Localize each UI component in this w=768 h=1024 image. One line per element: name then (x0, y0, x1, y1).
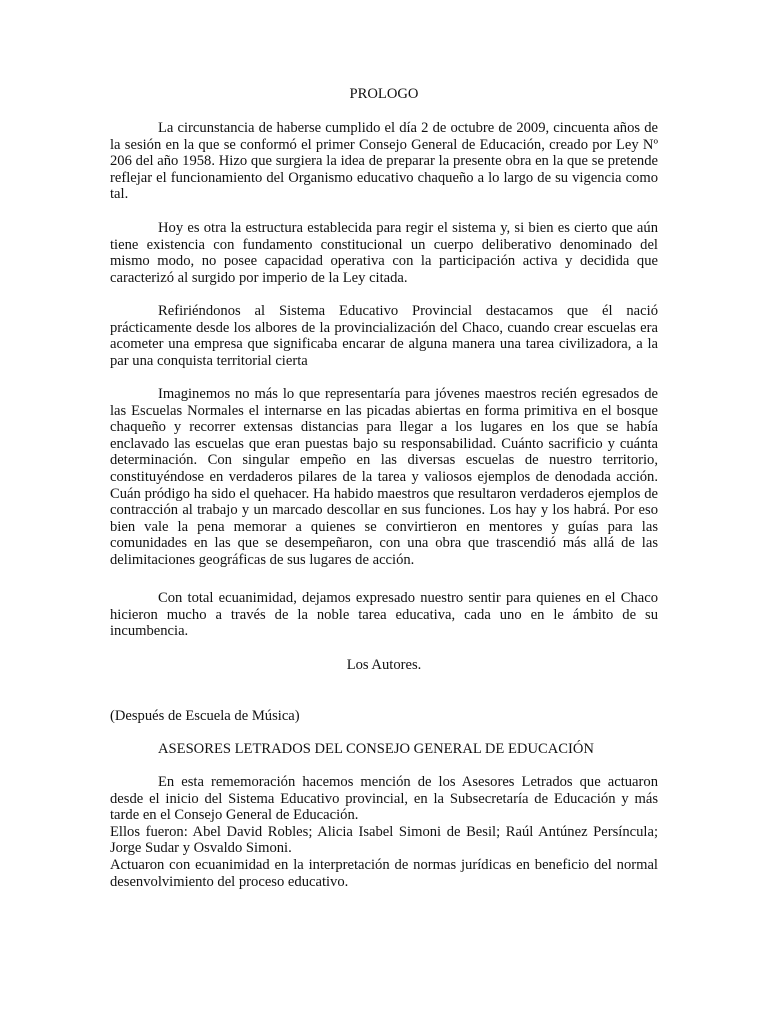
paragraph-4: Imaginemos no más lo que representaría para jóvenes maestros recién egresados de las Escuelas Normales el internarse en las picadas abiertas en forma primitiva en el bosque chaqueño y recorrer extensas distancias para llegar a los lugares en los que se había enclavado las escuelas que eran puestas bajo su responsabilidad. Cuánto sacrificio y cuánta determinación. Con singular empeño en las diversas escuelas de nuestro territorio, constituyéndose en verdaderos pilares de la tarea y valiosos ejemplos de denodada acción. Cuán pródigo ha sido el quehacer. Ha habido maestros que resultaron verdaderos ejemplos de contracción al trabajo y un marcado descollar en sus funciones. Los hay y los habrá. Por eso bien vale la pena memorar a quienes se convirtieron en mentores y guías para las comunidades en las que se desempeñaron, con una obra que trascendió más allá de las delimitaciones geográficas de sus lugares de acción. (110, 386, 658, 568)
section-body (110, 774, 658, 890)
paragraph-5-block (110, 590, 658, 640)
paragraph-4-block (110, 386, 658, 569)
paragraph-2-block (110, 220, 658, 286)
note-block (110, 708, 658, 725)
prologue-body (110, 120, 658, 203)
signature: Los Autores. (346, 657, 422, 673)
paragraph-1: La circunstancia de haberse cumplido el día 2 de octubre de 2009, cincuenta años de la sesión en la que se conformó el primer Consejo General de Educación, creado por Ley Nº 206 del año 1958. Hizo que surgiera la idea de preparar la presente obra en la que se pretende reflejar el funcionamiento del Organismo educativo chaqueño a lo largo de su vigencia como tal. (110, 120, 658, 203)
section-heading: ASESORES LETRADOS DEL CONSEJO GENERAL DE EDUCACIÓN (158, 741, 594, 757)
paragraph-2: Hoy es otra la estructura establecida para regir el sistema y, si bien es cierto que aún tiene existencia con fundamento constitucional un cuerpo deliberativo denominado del mismo modo, no posee capacidad operativa con la participación activa y decidida que caracterizó al surgido por imperio de la Ley citada. (110, 220, 658, 286)
section-note: (Después de Escuela de Música) (110, 708, 300, 724)
section-heading-block (110, 741, 658, 758)
page-title: PROLOGO (349, 86, 419, 102)
paragraph-3: Refiriéndonos al Sistema Educativo Provincial destacamos que él nació prácticamente desde los albores de la provincialización del Chaco, cuando crear escuelas era acometer una empresa que significaba encarar de alguna manera una tarea civilizadora, a la par una conquista territorial cierta (110, 303, 658, 369)
section-line-2: Actuaron con ecuanimidad en la interpretación de normas jurídicas en beneficio del normal desenvolvimiento del proceso educativo. (110, 856, 658, 890)
paragraph-5: Con total ecuanimidad, dejamos expresado nuestro sentir para quienes en el Chaco hicieron mucho a través de la noble tarea educativa, cada uno en le ámbito de su incumbencia. (110, 590, 658, 640)
section-line-1: Ellos fueron: Abel David Robles; Alicia Isabel Simoni de Besil; Raúl Antúnez Persíncula; Jorge Sudar y Osvaldo Simoni. (110, 823, 658, 857)
paragraph-3-block (110, 303, 658, 369)
signature-block (110, 657, 658, 674)
section-paragraph: En esta rememoración hacemos mención de los Asesores Letrados que actuaron desde el inicio del Sistema Educativo provincial, en la Subsecretaría de Educación y más tarde en el Consejo General de Educación. (110, 774, 658, 824)
